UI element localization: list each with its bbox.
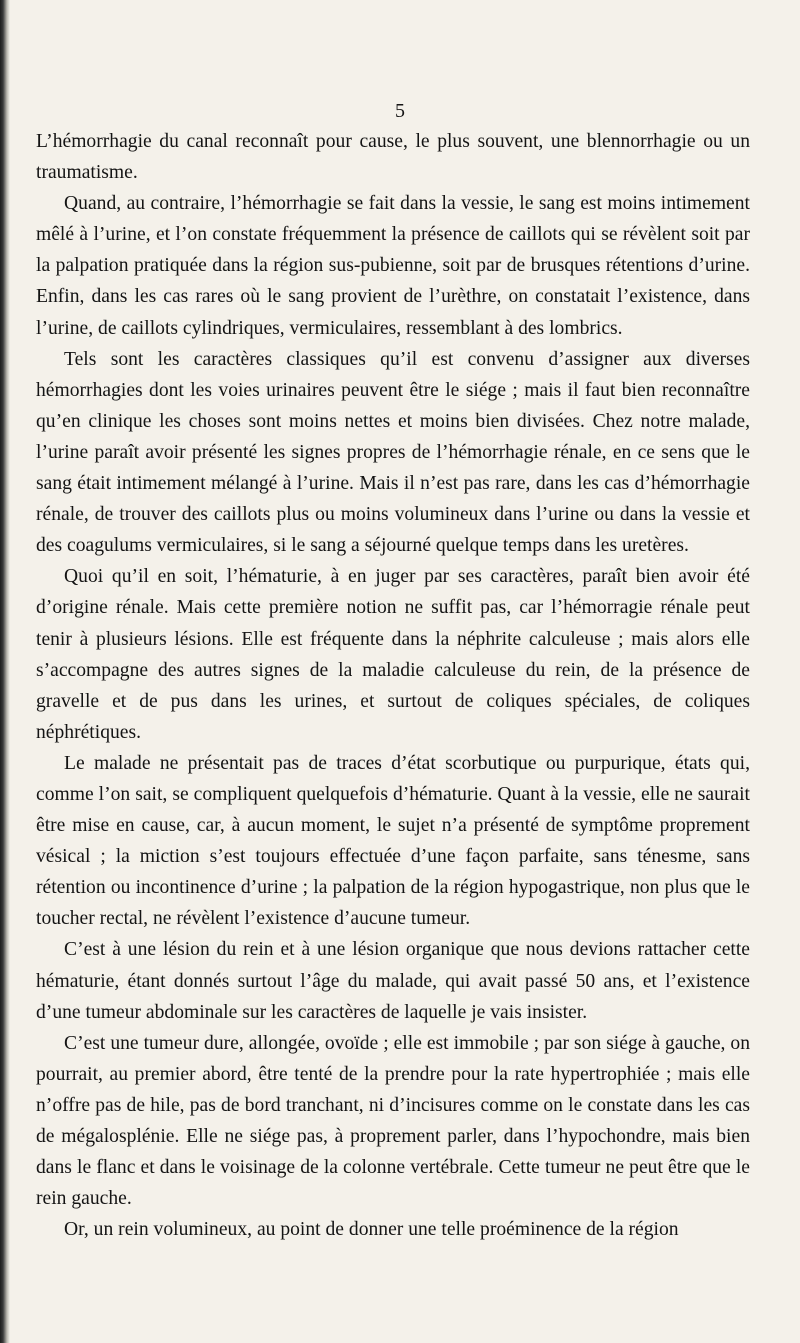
- paragraph-4: Quoi qu’il en soit, l’hématurie, à en juger par ses caractères, paraît bien avoir été d’origine rénale. Mais cette première notion ne suffit pas, car l’hémorragie rénale peut tenir à plusieurs lésions. Elle est fréquente dans la néphrite calculeuse ; mais alors elle s’accompagne des autres signes de la maladie calculeuse du rein, de la présence de gravelle et de pus dans les urines, et surtout de coliques spéciales, de coliques néphrétiques.: [36, 566, 750, 743]
- body-text: [36, 126, 750, 1245]
- page-number: 5: [395, 100, 405, 122]
- paragraph-8: Or, un rein volumineux, au point de donner une telle proéminence de la région: [64, 1219, 679, 1241]
- paragraph-5: Le malade ne présentait pas de traces d’état scorbutique ou purpurique, états qui, comme l’on sait, se compliquent quelquefois d’hématurie. Quant à la vessie, elle ne saurait être mise en cause, car, à aucun moment, le sujet n’a présenté de symptôme proprement vésical ; la miction s’est toujours effectuée d’une façon parfaite, sans ténesme, sans rétention ou incontinence d’urine ; la palpation de la région hypogastrique, non plus que le toucher rectal, ne révèlent l’existence d’aucune tumeur.: [36, 752, 750, 930]
- page-binding-edge: [0, 0, 10, 1343]
- paragraph-2: Quand, au contraire, l’hémorrhagie se fait dans la vessie, le sang est moins intimement mêlé à l’urine, et l’on constate fréquemment la présence de caillots qui se révèlent soit par la palpation pratiquée dans la région sus-pubienne, soit par de brusques rétentions d’urine. Enfin, dans les cas rares où le sang provient de l’urèthre, on constatait l’existence, dans l’urine, de caillots cylindriques, vermiculaires, ressemblant à des lombrics.: [36, 193, 750, 339]
- paragraph-3: Tels sont les caractères classiques qu’il est convenu d’assigner aux diverses hémorrhagies dont les voies urinaires peuvent être le siége ; mais il faut bien reconnaître qu’en clinique les choses sont moins nettes et moins bien divisées. Chez notre malade, l’urine paraît avoir présenté les signes propres de l’hémorrhagie rénale, en ce sens que le sang était intimement mélangé à l’urine. Mais il n’est pas rare, dans les cas d’hémorrhagie rénale, de trouver des caillots plus ou moins volumineux dans l’urine ou dans la vessie et des coagulums vermiculaires, si le sang a séjourné quelque temps dans les uretères.: [36, 348, 750, 557]
- paragraph-6: C’est à une lésion du rein et à une lésion organique que nous devions rattacher cette hématurie, étant donnés surtout l’âge du malade, qui avait passé 50 ans, et l’existence d’une tumeur abdominale sur les caractères de laquelle je vais insister.: [36, 939, 750, 1023]
- paragraph-1: L’hémorrhagie du canal reconnaît pour cause, le plus souvent, une blennorrhagie ou un traumatisme.: [36, 131, 750, 184]
- paragraph-7: C’est une tumeur dure, allongée, ovoïde ; elle est immobile ; par son siége à gauche, on pourrait, au premier abord, être tenté de la prendre pour la rate hypertrophiée ; mais elle n’offre pas de hile, pas de bord tranchant, ni d’incisures comme on le constate dans les cas de mégalosplénie. Elle ne siége pas, à proprement parler, dans l’hypochondre, mais bien dans le flanc et dans le voisinage de la colonne vertébrale. Cette tumeur ne peut être que le rein gauche.: [36, 1032, 750, 1210]
